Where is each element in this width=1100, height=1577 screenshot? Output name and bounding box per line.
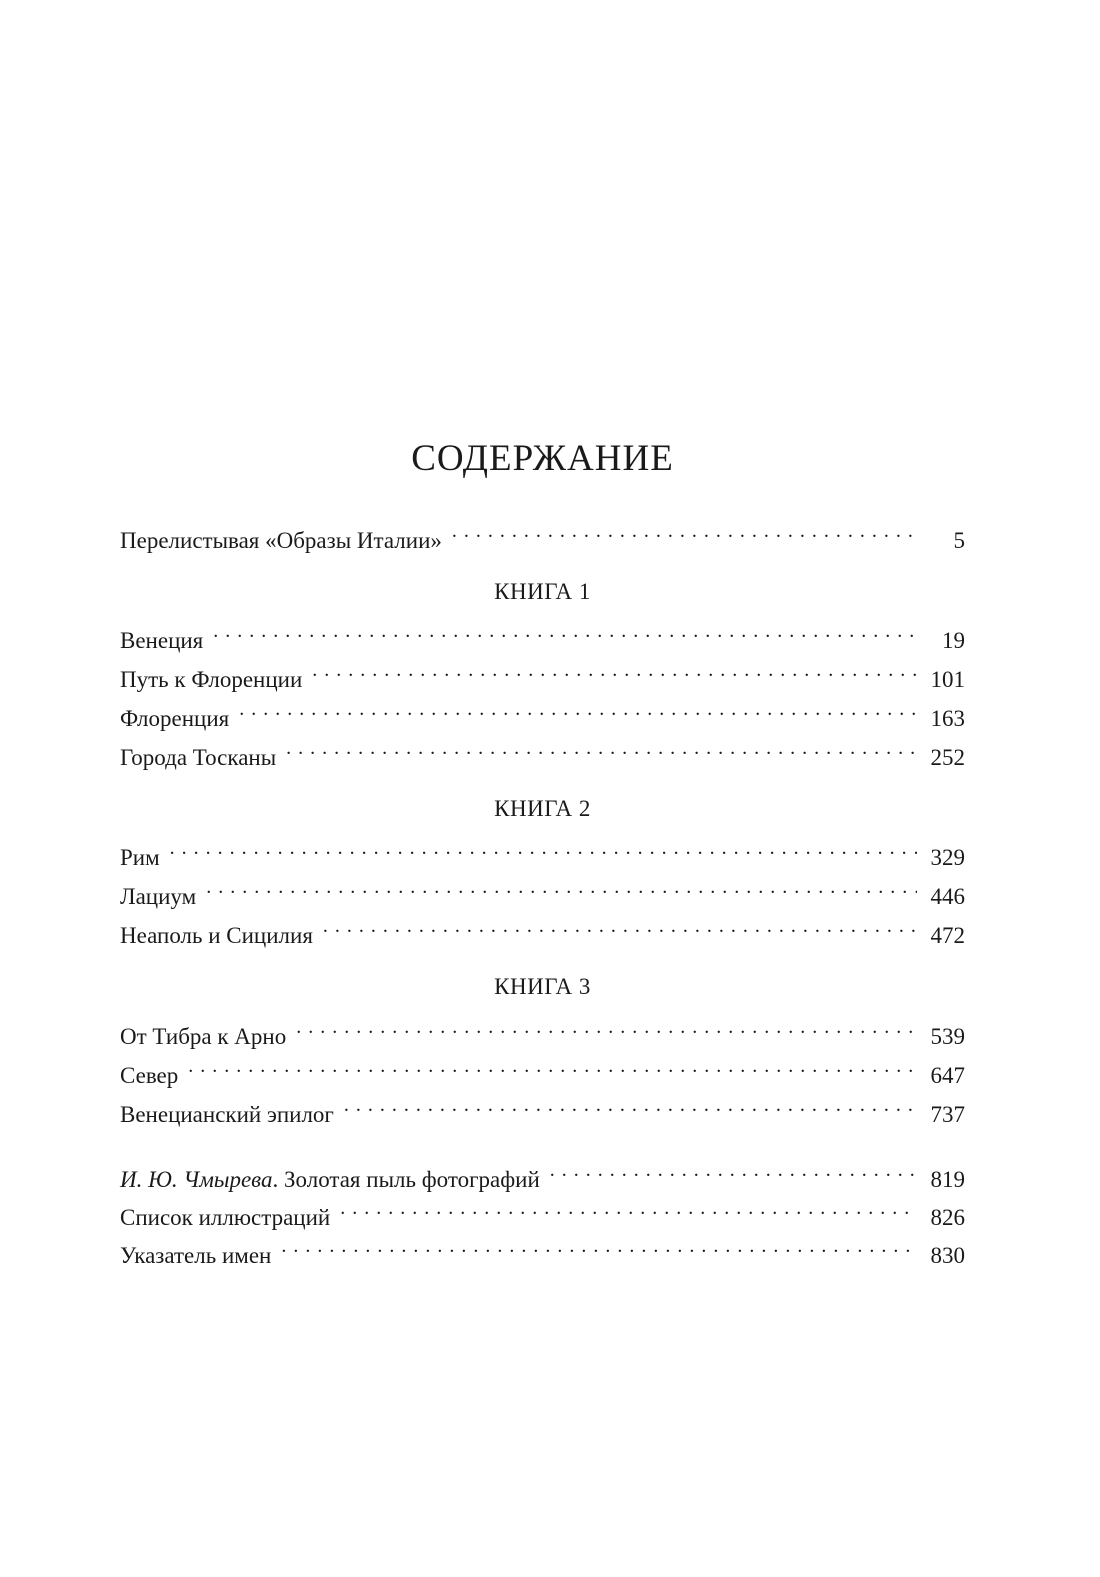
dot-leader <box>323 909 917 943</box>
toc-entry-page: 19 <box>917 624 965 658</box>
toc-entry[interactable] <box>120 1049 965 1088</box>
toc-entry[interactable] <box>120 909 965 948</box>
toc-entry-title: Флоренция <box>120 702 239 736</box>
toc-entry-page: 737 <box>917 1098 965 1132</box>
dot-leader <box>281 1229 917 1263</box>
page-title: СОДЕРЖАНИЕ <box>411 438 674 479</box>
book-heading-3: КНИГА 3 <box>494 974 591 999</box>
toc-entry-afterword[interactable] <box>120 1153 965 1192</box>
toc-entry[interactable] <box>120 1191 965 1230</box>
dot-leader <box>344 1088 917 1122</box>
toc-entry-title: Неаполь и Сицилия <box>120 919 323 953</box>
dot-leader <box>296 1010 917 1044</box>
toc-entry-title: Венеция <box>120 624 213 658</box>
toc-entry[interactable] <box>120 1088 965 1127</box>
toc-entry-title: Путь к Флоренции <box>120 663 312 697</box>
toc-entry-title: Рим <box>120 841 170 875</box>
toc-entry-title: Перелистывая «Образы Италии» <box>120 524 452 558</box>
toc-entry-page: 830 <box>917 1239 965 1273</box>
toc-entry-page: 539 <box>917 1020 965 1054</box>
book-heading-2: КНИГА 2 <box>494 796 591 821</box>
toc-entry[interactable] <box>120 870 965 909</box>
toc-entry[interactable] <box>120 653 965 692</box>
toc-entry-page: 826 <box>917 1201 965 1235</box>
toc-entry-intro[interactable] <box>120 514 965 553</box>
dot-leader <box>170 831 917 865</box>
toc-entry-title-text: . Золотая пыль фотографий <box>272 1167 540 1192</box>
dot-leader <box>452 514 917 548</box>
dot-leader <box>239 692 917 726</box>
book-heading-1: КНИГА 1 <box>494 579 591 604</box>
toc-entry-title: Указатель имен <box>120 1239 281 1273</box>
toc-entry-title: Север <box>120 1059 188 1093</box>
toc-entry-page: 472 <box>917 919 965 953</box>
toc-entry-page: 5 <box>917 524 965 558</box>
toc-entry-page: 446 <box>917 880 965 914</box>
toc-entry-title: Венецианский эпилог <box>120 1098 344 1132</box>
toc-entry[interactable] <box>120 614 965 653</box>
toc-entry-page: 819 <box>917 1163 965 1197</box>
toc-entry[interactable] <box>120 731 965 770</box>
toc-entry-title: Лациум <box>120 880 206 914</box>
toc-entry-title: Города Тосканы <box>120 741 286 775</box>
toc-entry-page: 252 <box>917 741 965 775</box>
dot-leader <box>312 653 917 687</box>
toc-entry[interactable] <box>120 831 965 870</box>
toc-entry[interactable] <box>120 1229 965 1268</box>
toc-entry[interactable] <box>120 692 965 731</box>
toc-entry-page: 101 <box>917 663 965 697</box>
toc-entry-title: Список иллюстраций <box>120 1201 340 1235</box>
toc-entry-page: 329 <box>917 841 965 875</box>
toc-entry-title: От Тибра к Арно <box>120 1020 296 1054</box>
dot-leader <box>340 1191 917 1225</box>
dot-leader <box>550 1153 917 1187</box>
toc-entry[interactable] <box>120 1010 965 1049</box>
toc-entry-page: 647 <box>917 1059 965 1093</box>
toc-entry-author: И. Ю. Чмырева <box>120 1167 273 1192</box>
toc-entry-page: 163 <box>917 702 965 736</box>
dot-leader <box>213 614 917 648</box>
dot-leader <box>206 870 917 904</box>
dot-leader <box>188 1049 917 1083</box>
dot-leader <box>286 731 917 765</box>
